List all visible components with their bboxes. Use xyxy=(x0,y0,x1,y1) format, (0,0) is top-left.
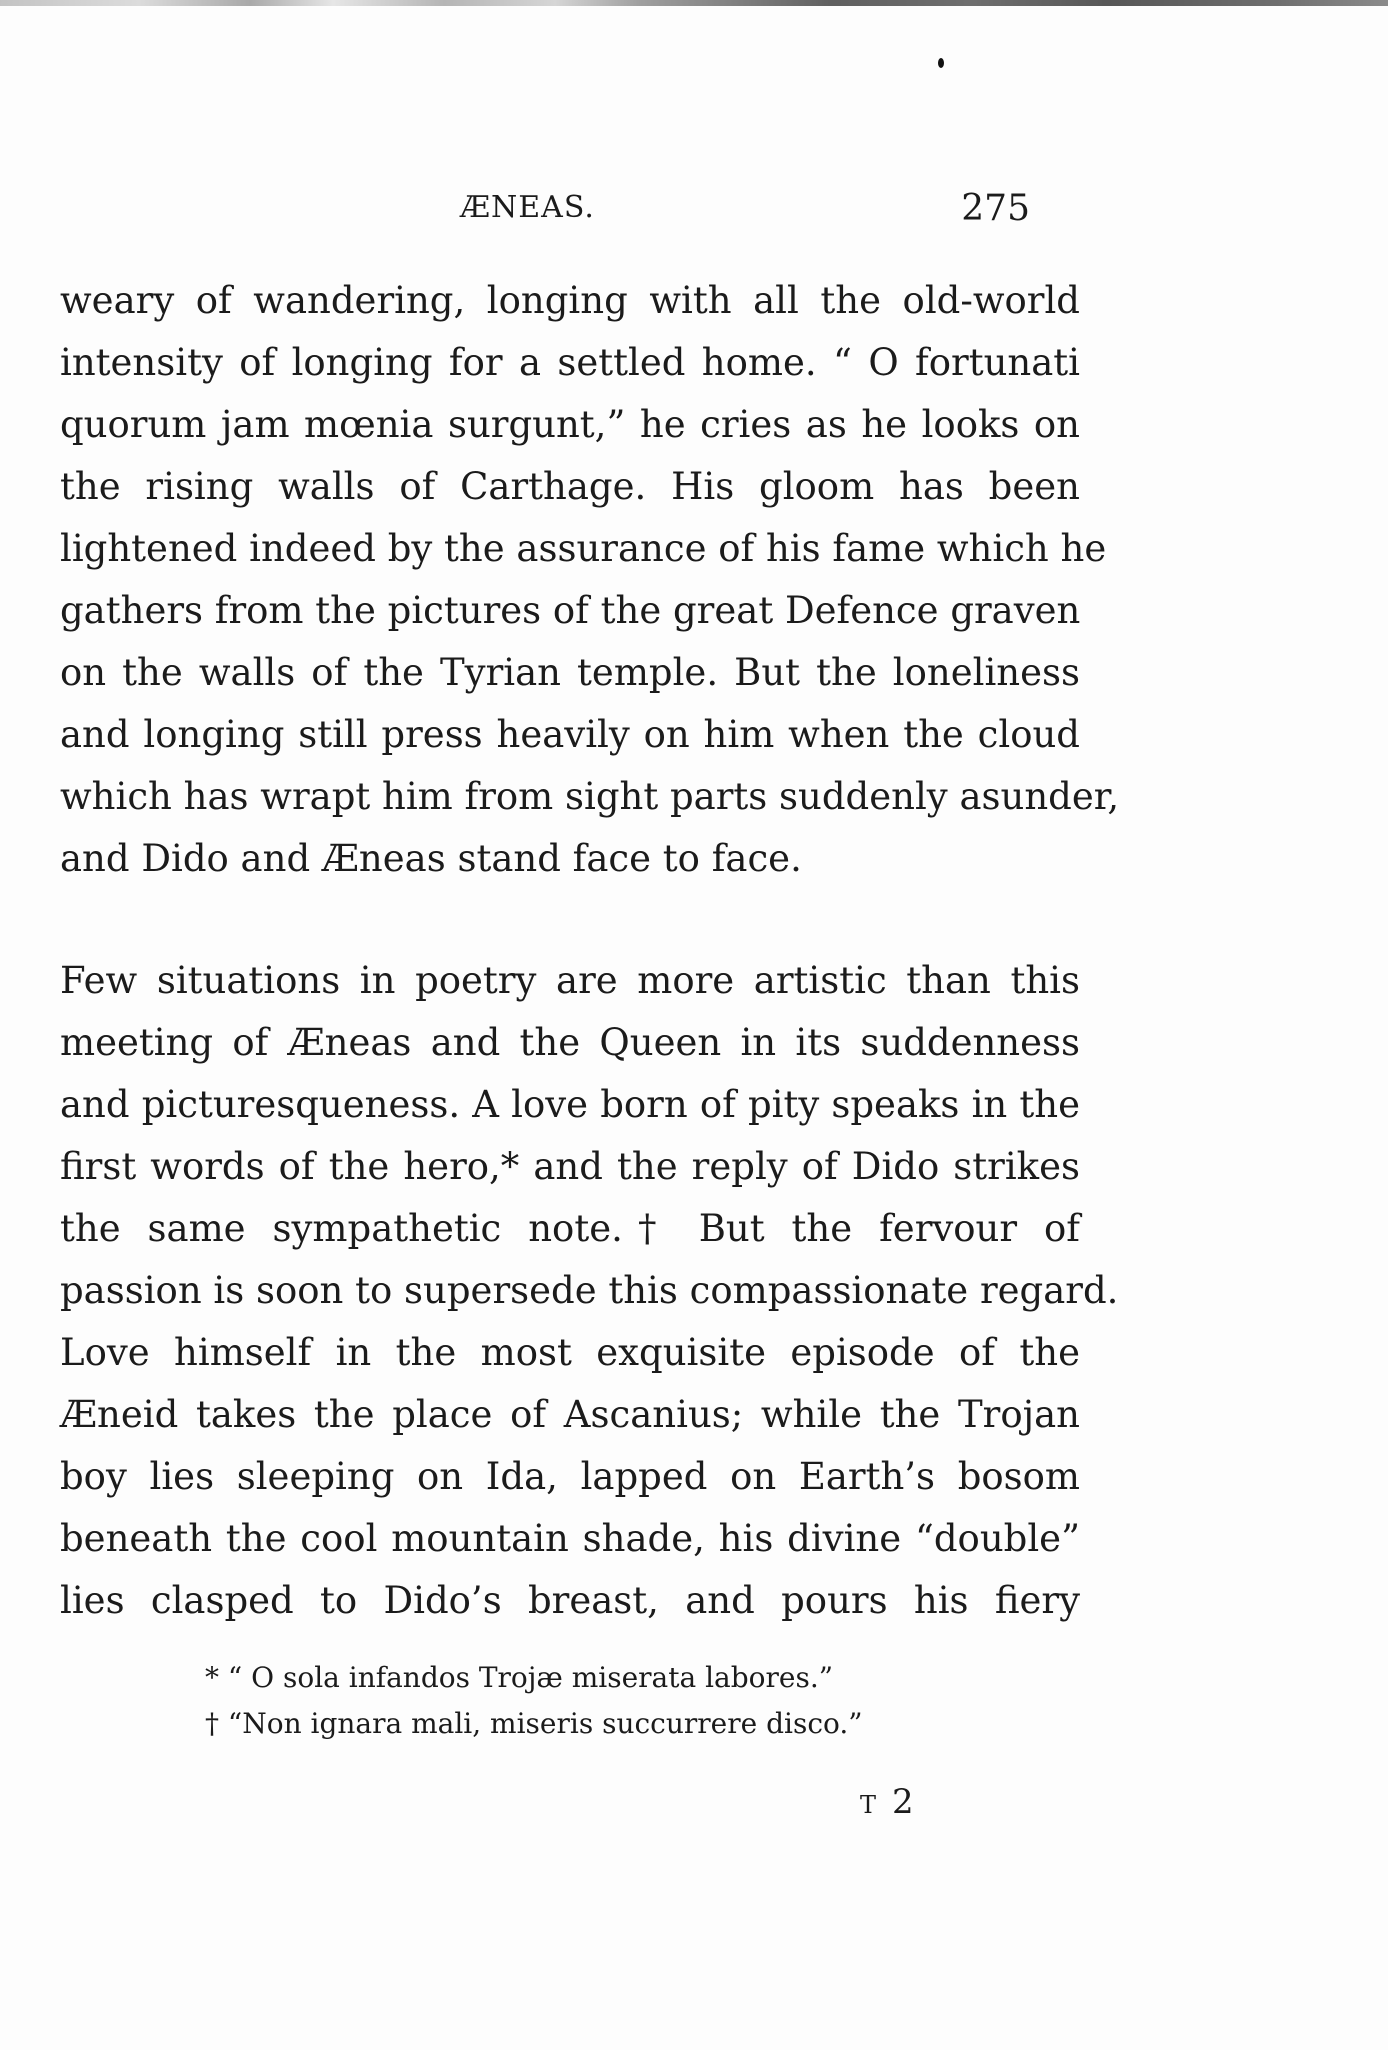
signature-mark xyxy=(860,1782,918,1822)
running-head xyxy=(460,190,1030,240)
text-line: and Dido and Æneas stand face to face. xyxy=(60,837,802,880)
text-line: lightened indeed by the assurance of his fame which he xyxy=(60,527,1107,570)
footnote: * “ O sola infandos Trojæ miserata labores.” xyxy=(205,1661,834,1694)
text-line: meeting of Æneas and the Queen in its suddenness xyxy=(60,1021,1080,1064)
text-line: Few situations in poetry are more artistic than this xyxy=(60,959,1080,1002)
footnotes xyxy=(205,1655,965,1747)
text-line: Æneid takes the place of Ascanius; while the Trojan xyxy=(60,1393,1080,1436)
text-line: which has wrapt him from sight parts suddenly asunder, xyxy=(60,775,1120,818)
page-number: 275 xyxy=(961,188,1030,229)
text-line: gathers from the pictures of the great Defence graven xyxy=(60,589,1081,632)
paragraph-1 xyxy=(60,270,1120,890)
text-line: the rising walls of Carthage. His gloom has been xyxy=(60,465,1080,508)
text-line: weary of wandering, longing with all the old-world xyxy=(60,279,1080,322)
ink-speck xyxy=(938,58,944,68)
text-line: boy lies sleeping on Ida, lapped on Earth’s bosom xyxy=(60,1455,1080,1498)
signature-letter: T xyxy=(860,1791,879,1819)
text-line: quorum jam mœnia surgunt,” he cries as he looks on xyxy=(60,403,1080,446)
running-title: ÆNEAS. xyxy=(460,190,595,225)
text-line: on the walls of the Tyrian temple. But the loneliness xyxy=(60,651,1080,694)
text-line: first words of the hero,* and the reply of Dido strikes xyxy=(60,1145,1080,1188)
scan-top-edge xyxy=(0,0,1388,6)
text-line: intensity of longing for a settled home. “ O fortunati xyxy=(60,341,1080,384)
text-line: passion is soon to supersede this compassionate regard. xyxy=(60,1269,1119,1312)
signature-number: 2 xyxy=(892,1782,918,1822)
text-line: the same sympathetic note.† But the fervour of xyxy=(60,1207,1080,1250)
text-line: lies clasped to Dido’s breast, and pours his fiery xyxy=(60,1579,1080,1622)
text-line: Love himself in the most exquisite episode of the xyxy=(60,1331,1080,1374)
text-line: and picturesqueness. A love born of pity speaks in the xyxy=(60,1083,1080,1126)
paragraph-2 xyxy=(60,950,1119,1632)
footnote: † “Non ignara mali, miseris succurrere disco.” xyxy=(205,1707,863,1740)
text-line: beneath the cool mountain shade, his divine “double” xyxy=(60,1517,1080,1560)
text-line: and longing still press heavily on him when the cloud xyxy=(60,713,1080,756)
